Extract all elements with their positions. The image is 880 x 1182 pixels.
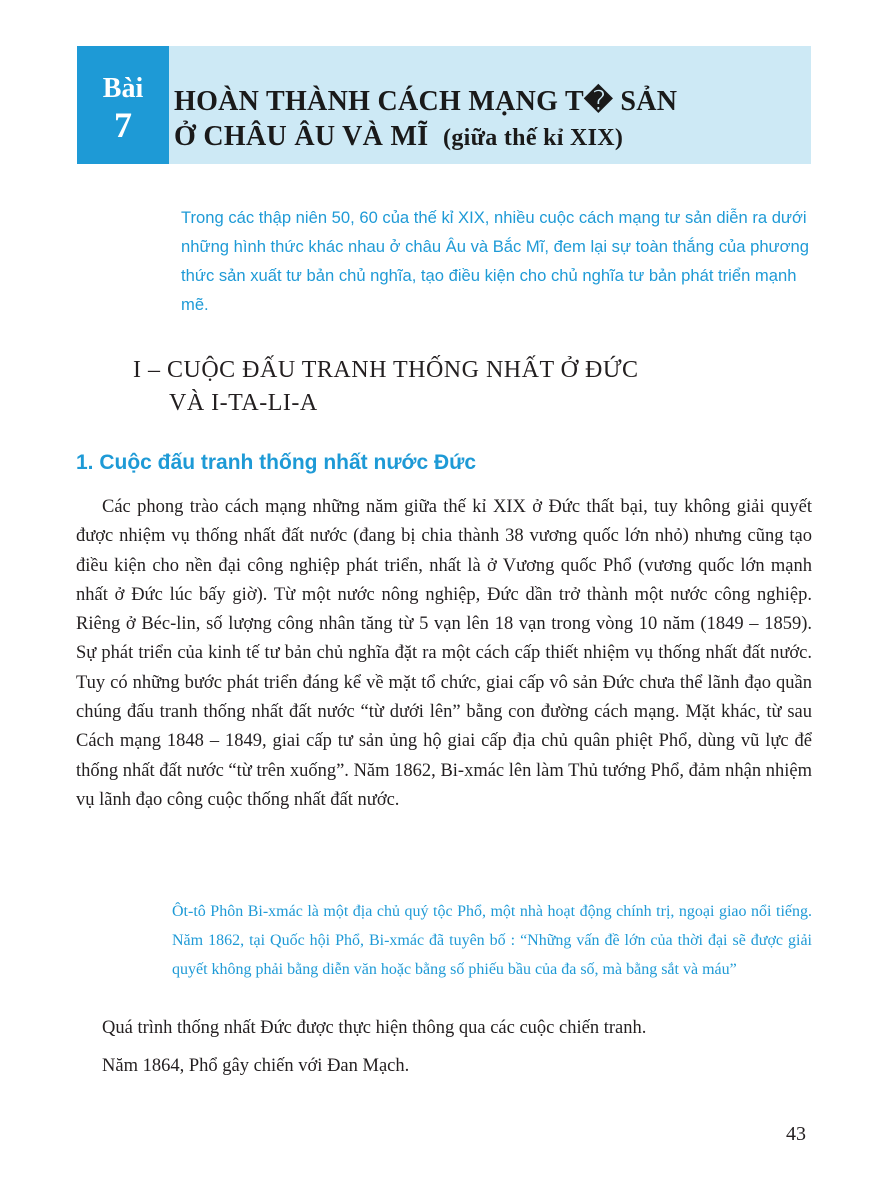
subsection-heading: 1. Cuộc đấu tranh thống nhất nước Đức — [76, 451, 477, 474]
lesson-title-main: Ở CHÂU ÂU VÀ MĨ — [174, 121, 429, 152]
lesson-badge — [77, 46, 169, 164]
lesson-label: Bài — [102, 73, 144, 104]
body-paragraph: Các phong trào cách mạng những năm giữa thế kỉ XIX ở Đức thất bại, tuy không giải quyết được nhiệm vụ thống nhất đất nước (đang bị chia thành 38 vương quốc lớn nhỏ) nhưng cũng tạo điều kiện cho nền đại công nghiệp phát triển, nhất là ở Vương quốc Phổ (vương quốc lớn mạnh nhất ở Đức lúc bấy giờ). Từ một nước nông nghiệp, Đức dần trở thành một nước công nghiệp. Riêng ở Béc-lin, số lượng công nhân tăng từ 5 vạn lên 18 vạn trong vòng 10 năm (1849 – 1859). Sự phát triển của kinh tế tư bản chủ nghĩa đặt ra một cách cấp thiết nhiệm vụ thống nhất đất nước. Tuy có những bước phát triển đáng kể về mặt tổ chức, giai cấp vô sản Đức chưa thể lãnh đạo quần chúng đấu tranh thống nhất đất nước “từ dưới lên” bằng con đường cách mạng. Mặt khác, từ sau Cách mạng 1848 – 1849, giai cấp tư sản ủng hộ giai cấp địa chủ quân phiệt Phổ, dùng vũ lực để thống nhất đất nước “từ trên xuống”. Năm 1862, Bi-xmác lên làm Thủ tướng Phổ, đảm nhận nhiệm vụ lãnh đạo công cuộc thống nhất đất nước. — [76, 497, 812, 810]
lesson-title-sub: (giữa thế kỉ XIX) — [443, 125, 624, 151]
page-number: 43 — [786, 1123, 806, 1145]
section-heading — [133, 354, 638, 420]
section-heading-line-1: I – CUỘC ĐẤU TRANH THỐNG NHẤT Ở ĐỨC — [133, 357, 639, 383]
quote-note: Ôt-tô Phôn Bi-xmác là một địa chủ quý tộc Phổ, một nhà hoạt động chính trị, ngoại giao nổi tiếng. Năm 1862, tại Quốc hội Phổ, Bi-xmác đã tuyên bố : “Những vấn đề lớn của thời đại sẽ được giải quyết không phải bằng diễn văn hoặc bằng số phiếu bầu của đa số, mà bằng sắt và máu” — [172, 903, 812, 978]
body-paragraph-3: Năm 1864, Phổ gây chiến với Đan Mạch. — [102, 1056, 410, 1076]
lesson-number: 7 — [114, 105, 132, 145]
body-paragraph-2: Quá trình thống nhất Đức được thực hiện thông qua các cuộc chiến tranh. — [102, 1018, 647, 1038]
lesson-intro: Trong các thập niên 50, 60 của thế kỉ XIX, nhiều cuộc cách mạng tư sản diễn ra dưới những hình thức khác nhau ở châu Âu và Bắc Mĩ, đem lại sự toàn thắng của phương thức sản xuất tư bản chủ nghĩa, tạo điều kiện cho chủ nghĩa tư bản phát triển mạnh mẽ. — [181, 208, 809, 314]
lesson-title-line-1: HOÀN THÀNH CÁCH MẠNG T� SẢN — [174, 86, 678, 117]
lesson-title — [174, 84, 677, 156]
lesson-title-line-2 — [174, 119, 677, 156]
section-heading-line-2: VÀ I-TA-LI-A — [169, 390, 318, 416]
lesson-banner — [77, 46, 811, 164]
